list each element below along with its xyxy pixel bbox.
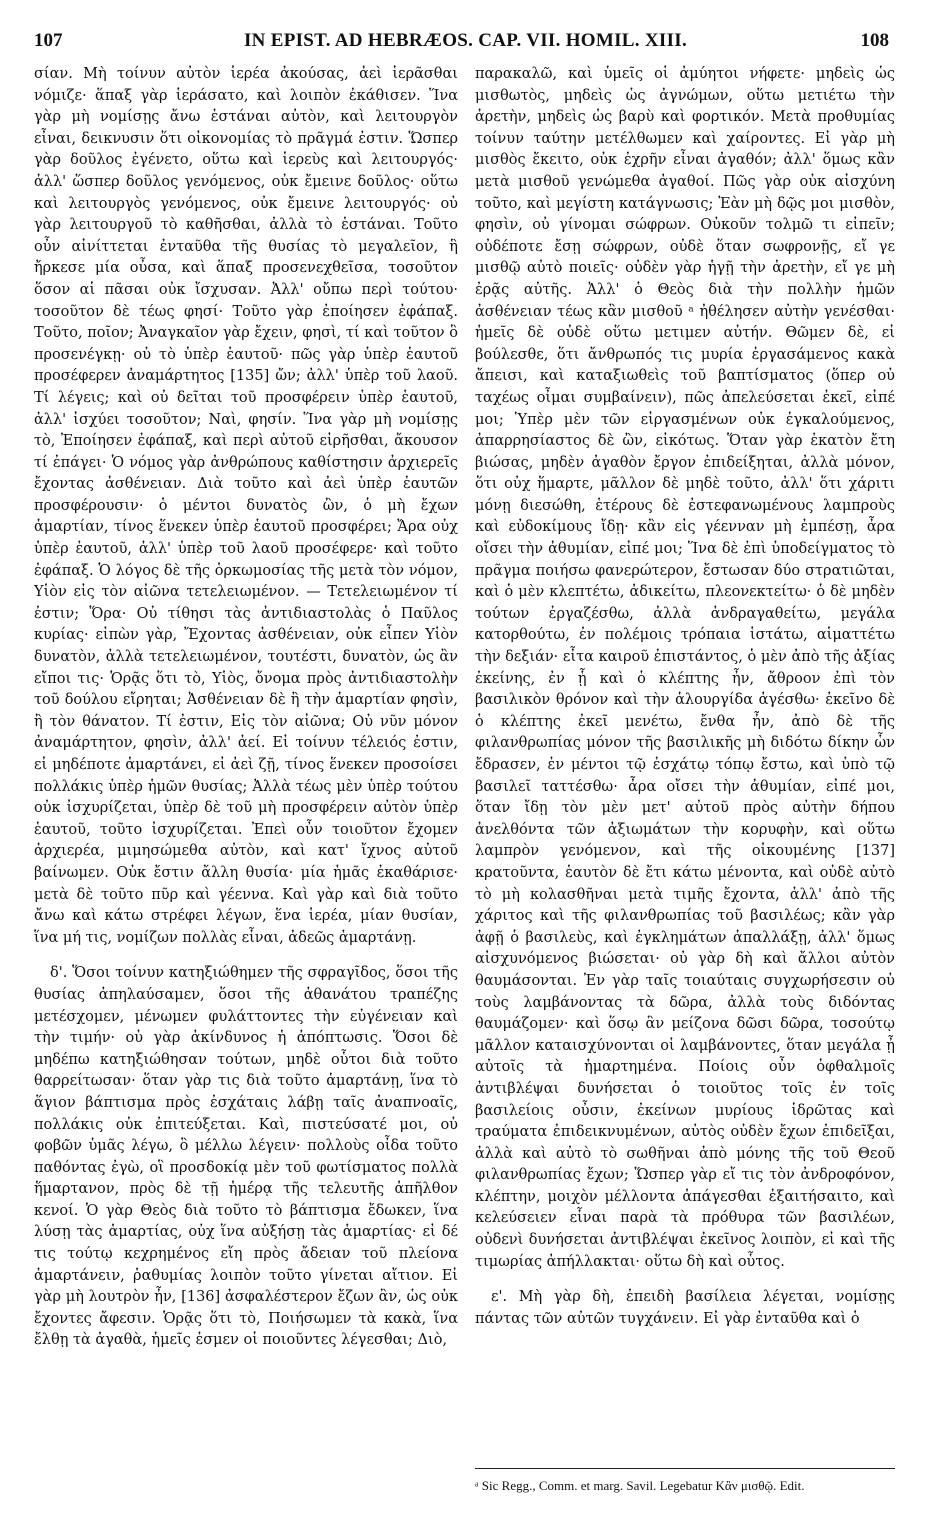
left-paragraph-2: δ'. Ὅσοι τοίνυν κατηξιώθημεν τῆς σφραγῖδος, ὅσοι τῆς θυσίας ἀπηλαύσαμεν, ὅσοι τῆς ἀθανάτου τραπέζης μετέσχομεν, μένωμεν φυλάττοντες τὴν εὐγένειαν καὶ τὴν τιμήν· οὐ γὰρ ἀκίνδυνος ἡ ἀπόπτωσις. Ὅσοι δὲ μηδέπω κατηξιώθησαν τούτων, μηδὲ οὗτοι διὰ τοῦτο θαρρείτωσαν· ὅταν γὰρ τις διὰ τοῦτο ἁμαρτάνῃ, ἵνα τὸ ἅγιον βάπτισμα πρὸς ἐσχάταις λάβῃ ταῖς ἀναπνοαῖς, πολλάκις οὐκ ἐπιτεύξεται. Καὶ, πιστεύσατέ μοι, οὐ φοβῶν ὑμᾶς λέγω, ὃ μέλλω λέγειν· πολλοὺς οἶδα τοῦτο παθόντας ἐγὼ, οἳ προσδοκίᾳ μὲν τοῦ φωτίσματος πολλὰ ἥμαρτανον, πρὸς δὲ τῇ ἡμέρᾳ τῆς τελευτῆς ἀπῆλθον κενοί. Ὁ γὰρ Θεὸς διὰ τοῦτο τὸ βάπτισμα ἔδωκεν, ἵνα λύσῃ τὰς ἁμαρτίας, οὐχ ἵνα αὐξήσῃ τὰς ἁμαρτίας· εἰ δέ τις τούτῳ κεχρημένος εἴη πρὸς ἄδειαν τοῦ πλείονα ἁμαρτάνειν, ῥαθυμίας λοιπὸν τοῦτο γίνεται αἴτιον. Εἰ γὰρ μὴ λουτρὸν ἦν, [136] ἀσφαλέστερον ἔζων ἂν, ὡς οὐκ ἔχοντες ἄφεσιν. Ὁρᾷς ὅτι τὸ, Ποιήσωμεν τὰ κακὰ, ἵνα ἔλθῃ τὰ ἀγαθὰ, ἡμεῖς ἐσμεν οἱ ποιοῦντες λέγεσθαι; Διὸ,: [34, 965, 458, 1349]
running-head-title: IN EPIST. AD HEBRÆOS. CAP. VII. HOMIL. XIII.: [243, 30, 688, 51]
page-number-right: 108: [860, 30, 889, 51]
right-paragraph-1: παρακαλῶ, καὶ ὑμεῖς οἱ ἀμύητοι νήφετε· μηδεὶς ὡς μισθωτὸς, μηδεὶς ὡς ἀγνώμων, οὕτω μετιέτω τὴν ἀρετὴν, μηδεὶς ὡς βαρὺ καὶ φορτικόν. Μετὰ προθυμίας τοίνυν ταύτην μετέλθωμεν καὶ χαίροντες. Εἰ γὰρ μὴ μισθὸς ἔκειτο, οὐκ ἐχρῆν εἶναι ἀγαθόν; ἀλλ' ὅμως κἂν μετὰ μισθοῦ γενώμεθα ἀγαθοί. Πῶς γὰρ οὐκ αἰσχύνη τοῦτο, καὶ μεγίστη κατάγνωσις; Ἐὰν μὴ δῷς μοι μισθὸν, φησὶν, οὐ γίνομαι σώφρων. Οὐκοῦν τολμῶ τι εἰπεῖν; οὐδέποτε ἔσῃ σώφρων, οὐδὲ ὅταν σωφρονῇς, εἴ γε μισθῷ αὐτὸ ποιεῖς· οὐδὲν γὰρ ἡγῇ τὴν ἀρετὴν, εἴ γε μὴ ἐρᾷς αὐτῆς. Ἀλλ' ὁ Θεὸς διὰ τὴν πολλὴν ἡμῶν ἀσθένειαν τέως κἂν μισθοῦ ᵃ ἠθέλησεν αὐτὴν γενέσθαι· ἡμεῖς δὲ οὐδὲ οὕτω μετιμεν αὐτήν. Θῶμεν δὲ, εἰ βούλεσθε, ὅτι ἄνθρωπός τις μυρία ἐργασάμενος κακὰ ἄπεισι, καὶ καταξιωθεὶς τοῦ βαπτίσματος (ὅπερ οὐ ταχέως οἶμαι συμβαίνειν), πῶς ἀπελεύσεται ἐκεῖ, εἰπέ μοι; Ὑπὲρ μὲν τῶν εἰργασμένων οὐκ ἐγκαλούμενος, ἀπαρρησίαστος δὲ ὢν, εἰκότως. Ὅταν γὰρ ἑκατὸν ἔτη βιώσας, μηδὲν ἀγαθὸν ἔργον ἐπιδείξηται, ἀλλὰ μόνον, ὅτι οὐχ ἥμαρτε, μᾶλλον δὲ μηδὲ τοῦτο, ἀλλ' ὅτι χάριτι μόνῃ διεσώθη, ἑτέρους δὲ ἐστεφανωμένους λαμπροὺς καὶ εὐδοκίμους ἴδῃ· κἂν εἰς γέενναν μὴ ἐμπέσῃ, ἆρα οἴσει τὴν ἀθυμίαν, εἰπέ μοι; Ἵνα δὲ ἐπὶ ὑποδείγματος τὸ πρᾶγμα ποιήσω φανερώτερον, ἔστωσαν δύο στρατιῶται, καὶ ὁ μὲν κλεπτέτω, ἀδικείτω, πλεονεκτείτω· ὁ δὲ μηδὲν τούτων ἐργαζέσθω, ἀλλὰ ἀνδραγαθείτω, μεγάλα κατορθούτω, ἐν πολέμοις τρόπαια ἱστάτω, αἱματτέτω τὴν δεξιάν· εἶτα καιροῦ ἐπιστάντος, ὁ μὲν ἀπὸ τῆς ἀξίας ἐκείνης, ἐν ᾗ καὶ ὁ κλέπτης ἦν, ἄθροον ἐπὶ τὸν βασιλικὸν θρόνον καὶ τὴν ἁλουργίδα ἀγέσθω· ἐκεῖνο δὲ ὁ κλέπτης ἐκεῖ μενέτω, ἔνθα ἦν, ἀπὸ δὲ τῆς φιλανθρωπίας μόνον τῆς βασιλικῆς μὴ διδότω δίκην ὧν ἔδρασεν, ἐν μέντοι τῷ ἐσχάτῳ τόπῳ ἔστω, καὶ ὑπὸ τῷ βασιλεῖ ταττέσθω· ἆρα οἴσει τὴν ἀθυμίαν, εἰπέ μοι, ὅταν ἴδῃ τὸν μὲν μετ' αὐτοῦ πρὸς αὐτὴν δήπου ἀνελθόντα τῶν ἀξιωμάτων τὴν κορυφὴν, καὶ οὕτω λαμπρὸν γενόμενον, καὶ τῆς οἰκουμένης [137] κρατοῦντα, ἑαυτὸν δὲ ἔτι κάτω μένοντα, καὶ οὐδὲ αὐτὸ τὸ μὴ κολασθῆναι μετὰ τιμῆς ἔχοντα, ἀλλ' ἀπὸ τῆς χάριτος καὶ τῆς φιλανθρωπίας τοῦ βασιλέως; κἂν γὰρ ἀφῇ ὁ βασιλεὺς, καὶ ἐγκλημάτων ἀπαλλάξῃ, ἀλλ' ὅμως αἰσχυνόμενος βιώσεται· οὐ γὰρ δὴ καὶ ἄλλοι αὐτὸν θαυμάσονται. Ἐν γὰρ ταῖς τοιαύταις συγχωρήσεσιν οὐ τοὺς λαμβάνοντας τὰ δῶρα, ἀλλὰ τοὺς διδόντας θαυμάζομεν· καὶ ὅσῳ ἂν μείζονα δῶσι δῶρα, τοσούτῳ μᾶλλον καταισχύνονται οἱ λαμβάνοντες, ὅταν μεγάλα ᾖ αὐτοῖς τὰ ἡμαρτημένα. Ποίοις οὖν ὀφθαλμοῖς ἀντιβλέψαι δυνήσεται ὁ τοιοῦτος τοῖς ἐν τοῖς βασιλείοις οὖσιν, ἐκείνων μυρίους ἱδρῶτας καὶ τραύματα ἐπιδεικνυμένων, αὐτὸς οὐδὲν ἔχων ἐπιδεῖξαι, ἀλλὰ καὶ αὐτὸ τὸ σωθῆναι ἀπὸ μόνης τῆς τοῦ Θεοῦ φιλανθρωπίας ἔχων; Ὥσπερ γὰρ εἴ τις τὸν ἀνδροφόνον, κλέπτην, μοιχὸν μέλλοντα ἀπάγεσθαι ἐξαιτήσαιτο, καὶ κελεύσειεν εἶναι παρὰ τὰ πρόθυρα τῶν βασιλέων, οὐδενὶ δυνήσεται ἀντιβλέψαι ἐκεῖνος λοιπὸν, εἰ καὶ τῆς τιμωρίας ἀπήλλακται· οὕτω δὴ καὶ οὗτος.: [475, 66, 895, 1270]
right-column: [475, 64, 895, 1336]
page-number-left: 107: [34, 30, 63, 51]
left-paragraph-1: σίαν. Μὴ τοίνυν αὐτὸν ἱερέα ἀκούσας, ἀεὶ ἱερᾶσθαι νόμιζε· ἅπαξ γὰρ ἱεράσατο, καὶ λοιπὸν ἐκάθισεν. Ἵνα γὰρ μὴ νομίσῃς ἄνω ἑστάναι αὐτὸν, καὶ λειτουργὸν εἶναι, δεικνυσιν ὅτι οἰκονομίας τὸ πρᾶγμά ἐστιν. Ὥσπερ γὰρ δοῦλος ἐγένετο, οὕτω καὶ ἱερεὺς καὶ λειτουργός· ἀλλ' ὥσπερ δοῦλος γενόμενος, οὐκ ἔμεινε δοῦλος· οὕτω καὶ λειτουργὸς γενόμενος, οὐκ ἔμεινε λειτουργός· οὐ γὰρ λειτουργοῦ τὸ καθῆσθαι, ἀλλὰ τὸ ἑστάναι. Τοῦτο οὖν αἰνίττεται ἐνταῦθα τῆς θυσίας τὸ μεγαλεῖον, ἣ ἤρκεσε μία οὖσα, καὶ ἅπαξ προσενεχθεῖσα, τοσοῦτον ὅσον αἱ πᾶσαι οὐκ ἴσχυσαν. Ἀλλ' οὔπω περὶ τούτου· τοσοῦτον δὲ τέως φησί· Τοῦτο γὰρ ἐποίησεν ἐφάπαξ. Τοῦτο, ποῖον; Ἀναγκαῖον γὰρ ἔχειν, φησὶ, τί καὶ τοῦτον ὃ προσενέγκῃ· οὐ τὸ ὑπὲρ ἑαυτοῦ· πῶς γὰρ ὑπὲρ ἑαυτοῦ προσέφερεν ἀναμάρτητος [135] ὤν; ἀλλ' ὑπὲρ τοῦ λαοῦ. Τί λέγεις; καὶ οὐ δεῖται τοῦ προσφέρειν ὑπὲρ ἑαυτοῦ, ἀλλ' ἰσχύει τοσοῦτον; Ναὶ, φησίν. Ἵνα γὰρ μὴ νομίσῃς τὸ, Ἐποίησεν ἐφάπαξ, καὶ περὶ αὐτοῦ εἰρῆσθαι, ἄκουσον τί ἐπάγει· Ὁ νόμος γὰρ ἀνθρώπους καθίστησιν ἀρχιερεῖς ἔχοντας ἀσθένειαν. Διὰ τοῦτο καὶ ἀεὶ ὑπὲρ ἑαυτῶν προσφέρουσιν· ὁ μέντοι δυνατὸς ὢν, ὁ μὴ ἔχων ἁμαρτίαν, τίνος ἕνεκεν ὑπὲρ ἑαυτοῦ προσφέρει; Ἄρα οὐχ ὑπὲρ ἑαυτοῦ, ἀλλ' ὑπὲρ τοῦ λαοῦ προσέφερε· καὶ τοῦτο ἐφάπαξ. Ὁ λόγος δὲ τῆς ὁρκωμοσίας τῆς μετὰ τὸν νόμον, Υἱὸν εἰς τὸν αἰῶνα τετελειωμένον. — Τετελειωμένον τί ἐστιν; Ὅρα· Οὐ τίθησι τὰς ἀντιδιαστολὰς ὁ Παῦλος κυρίας· εἰπὼν γὰρ, Ἔχοντας ἀσθένειαν, οὐκ εἶπεν Υἱὸν δυνατὸν, ἀλλὰ τετελειωμένον, τουτέστι, δυνατὸν, ὡς ἂν εἴποι τις· Ὁρᾷς ὅτι τὸ, Υἱὸς, ὄνομα πρὸς ἀντιδιαστολὴν τοῦ δούλου εἴρηται; Ἀσθένειαν δὲ ἢ τὴν ἁμαρτίαν φησὶν, ἢ τὸν θάνατον. Τί ἐστιν, Εἰς τὸν αἰῶνα; Οὐ νῦν μόνον ἀναμάρτητον, φησὶν, ἀλλ' ἀεί. Εἰ τοίνυν τέλειός ἐστιν, εἰ μηδέποτε ἁμαρτάνει, εἰ ἀεὶ ζῇ, τίνος ἕνεκεν προσοίσει πολλάκις ὑπὲρ ἡμῶν θυσίας; Ἀλλὰ τέως μὲν ὑπὲρ τούτου οὐκ ἰσχυρίζεται, ὑπὲρ δὲ τοῦ μὴ προσφέρειν αὐτὸν ὑπὲρ ἑαυτοῦ, τοῦτο ἰσχυρίζεται. Ἐπεὶ οὖν τοιοῦτον ἔχομεν ἀρχιερέα, μιμησώμεθα αὐτὸν, καὶ κατ' ἴχνος αὐτοῦ βαίνωμεν. Οὐκ ἔστιν ἄλλη θυσία· μία ἡμᾶς ἐκαθάρισε· μετὰ δὲ τοῦτο πῦρ καὶ γέεννα. Καὶ γὰρ καὶ διὰ τοῦτο ἄνω καὶ κάτω στρέφει λέγων, ἕνα ἱερέα, μίαν θυσίαν, ἵνα μή τις, νομίζων πολλὰς εἶναι, ἀδεῶς ἁμαρτάνῃ.: [34, 66, 458, 946]
right-paragraph-2: ε'. Μὴ γὰρ δὴ, ἐπειδὴ βασίλεια λέγεται, νομίσῃς πάντας τῶν αὐτῶν τυγχάνειν. Εἰ γὰρ ἐνταῦθα καὶ ὁ: [475, 1289, 895, 1327]
left-column: [34, 64, 458, 1358]
footnote: ᵃ Sic Regg., Comm. et marg. Savil. Legebatur Κἂν μισθῷ. Edit.: [475, 1468, 895, 1495]
running-header: [0, 30, 931, 56]
